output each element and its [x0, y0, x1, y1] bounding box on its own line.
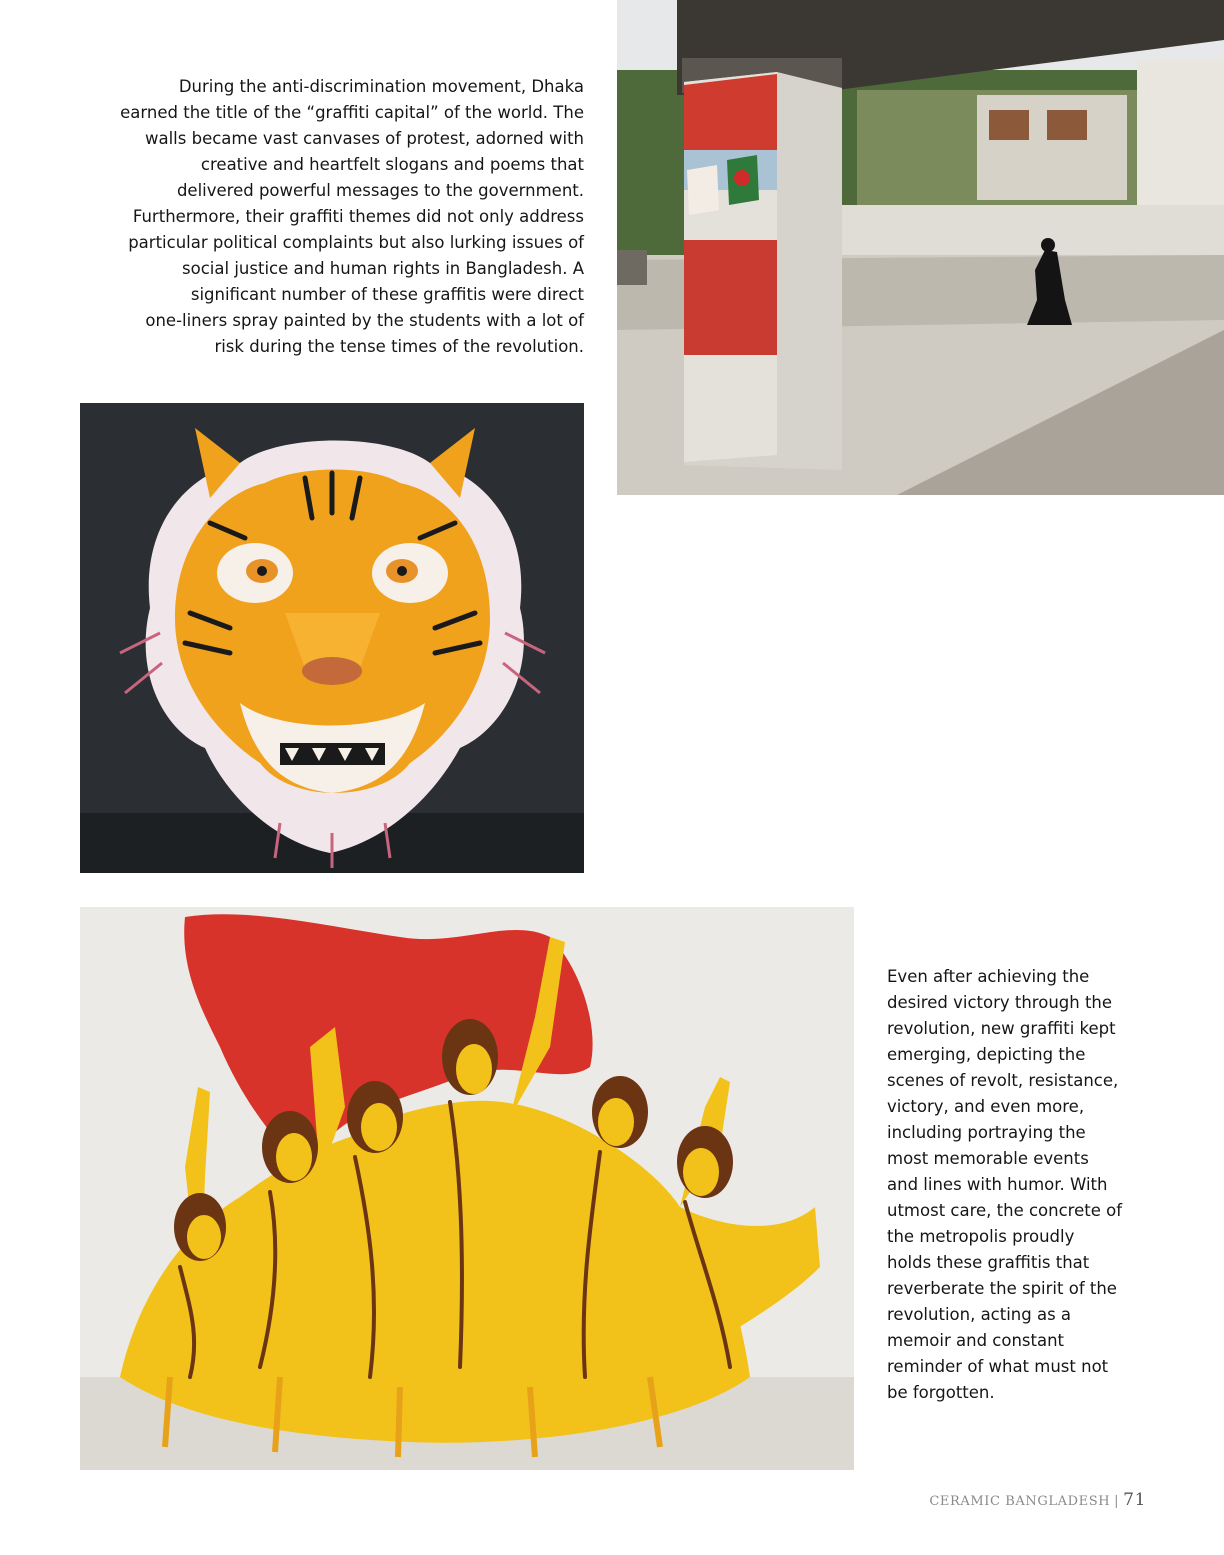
text-line: utmost care, the concrete of: [887, 1201, 1123, 1220]
text-line: During the anti-discrimination movement, Dhaka: [178, 77, 584, 96]
crowd-mural-photo: [80, 907, 854, 1470]
text-line: Furthermore, their graffiti themes did not only address: [132, 207, 584, 226]
footer-separator: |: [1114, 1494, 1120, 1509]
text-line: earned the title of the “graffiti capital” of the world. The: [120, 103, 584, 122]
text-line: creative and heartfelt slogans and poems that: [200, 155, 584, 174]
text-line: emerging, depicting the: [887, 1045, 1086, 1064]
text-line: particular political complaints but also lurking issues of: [128, 233, 584, 252]
text-line: risk during the tense times of the revolution.: [214, 337, 584, 356]
text-line: memoir and constant: [887, 1331, 1065, 1350]
text-line: including portraying the: [887, 1123, 1086, 1142]
text-line: Even after achieving the: [887, 967, 1090, 986]
text-line: reminder of what must not: [887, 1357, 1109, 1376]
text-line: desired victory through the: [887, 993, 1113, 1012]
text-line: social justice and human rights in Bangladesh. A: [182, 259, 584, 278]
text-line: the metropolis proudly: [887, 1227, 1075, 1246]
text-line: holds these graffitis that: [887, 1253, 1090, 1272]
street-pillar-graffiti-photo: [617, 0, 1224, 495]
text-line: most memorable events: [887, 1149, 1089, 1168]
page-number: 71: [1123, 1490, 1146, 1510]
text-line: one-liners spray painted by the students with a lot of: [145, 311, 584, 330]
closing-paragraph: [887, 964, 1149, 1406]
text-line: reverberate the spirit of the: [887, 1279, 1117, 1298]
text-line: and lines with humor. With: [887, 1175, 1108, 1194]
text-line: be forgotten.: [887, 1383, 995, 1402]
text-line: revolution, acting as a: [887, 1305, 1072, 1324]
text-line: scenes of revolt, resistance,: [887, 1071, 1119, 1090]
text-line: revolution, new graffiti kept: [887, 1019, 1116, 1038]
text-line: victory, and even more,: [887, 1097, 1085, 1116]
text-line: walls became vast canvases of protest, adorned with: [144, 129, 584, 148]
text-line: significant number of these graffitis were direct: [190, 285, 584, 304]
publication-name: CERAMIC BANGLADESH: [929, 1494, 1111, 1509]
text-line: delivered powerful messages to the government.: [176, 181, 584, 200]
tiger-mural-photo: [80, 403, 584, 873]
intro-paragraph: [86, 74, 584, 360]
page-footer: [929, 1490, 1146, 1510]
